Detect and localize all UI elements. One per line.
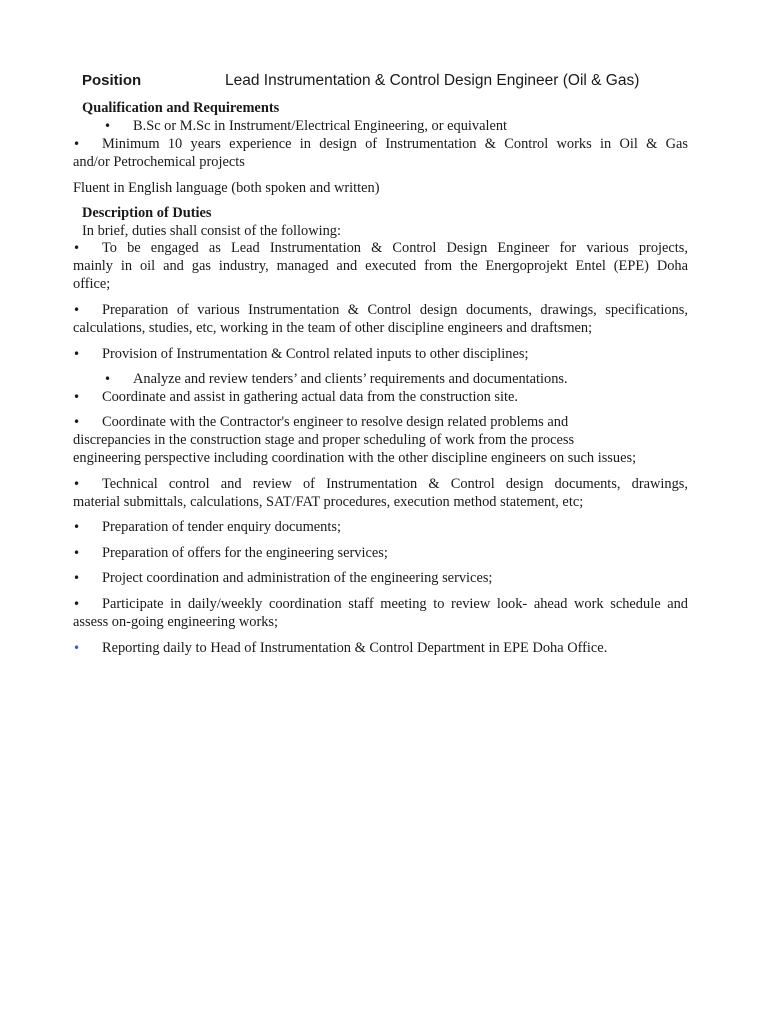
duty-item: • Participate in daily/weekly coordination staff meeting to review look- ahead work schedule and assess on-going engineering works;: [73, 596, 688, 630]
bullet-icon: •: [73, 597, 81, 611]
duty-subitem: • Analyze and review tenders’ and clients’ requirements and documentations.: [104, 371, 568, 387]
duty-item: • Preparation of offers for the engineering services;: [73, 545, 388, 561]
bullet-icon: •: [73, 520, 81, 534]
bullet-icon: •: [73, 641, 81, 655]
duty-item: • Reporting daily to Head of Instrumentation & Control Department in EPE Doha Office.: [73, 640, 608, 656]
bullet-icon: •: [73, 415, 81, 429]
qualification-heading: Qualification and Requirements: [82, 100, 280, 116]
duty-item: • Coordinate with the Contractor's engineer to resolve design related problems and discrepancies in the construction stage and proper scheduling of work from the process engineering perspective including coordination with the other discipline engineers on such issues;: [73, 414, 637, 466]
duty-item: • Preparation of tender enquiry documents;: [73, 519, 341, 535]
duty-item: • Technical control and review of Instrumentation & Control design documents, drawings, material submittals, calculations, SAT/FAT procedures, execution method statement, etc;: [73, 476, 688, 510]
bullet-icon: •: [73, 390, 81, 404]
bullet-icon: •: [73, 571, 81, 585]
bullet-icon: •: [73, 477, 81, 491]
position-label: Position: [82, 72, 142, 89]
position-title: Lead Instrumentation & Control Design Engineer (Oil & Gas): [225, 72, 640, 89]
duty-item: • Coordinate and assist in gathering actual data from the construction site.: [73, 389, 519, 405]
duty-item: • To be engaged as Lead Instrumentation & Control Design Engineer for various projects, mainly in oil and gas industry, managed and executed from the Energoprojekt Entel (EPE) Doha office;: [73, 240, 688, 292]
bullet-icon: •: [73, 303, 81, 317]
qualification-item: • B.Sc or M.Sc in Instrument/Electrical Engineering, or equivalent: [104, 118, 508, 134]
duties-intro: In brief, duties shall consist of the following:: [82, 223, 341, 239]
bullet-icon: •: [73, 241, 81, 255]
duty-item: • Project coordination and administration of the engineering services;: [73, 570, 493, 586]
bullet-icon: •: [73, 137, 81, 151]
bullet-icon: •: [73, 347, 81, 361]
bullet-icon: •: [73, 546, 81, 560]
bullet-icon: •: [104, 119, 112, 133]
language-requirement: Fluent in English language (both spoken and written): [73, 180, 380, 196]
qualification-item: • Minimum 10 years experience in design of Instrumentation & Control works in Oil & Gas and/or Petrochemical projects: [73, 136, 688, 170]
bullet-icon: •: [104, 372, 112, 386]
duties-heading: Description of Duties: [82, 205, 212, 221]
duty-item: • Preparation of various Instrumentation & Control design documents, drawings, specifications, calculations, studies, etc, working in the team of other discipline engineers and draftsmen;: [73, 302, 688, 336]
duty-item: • Provision of Instrumentation & Control related inputs to other disciplines;: [73, 346, 529, 362]
